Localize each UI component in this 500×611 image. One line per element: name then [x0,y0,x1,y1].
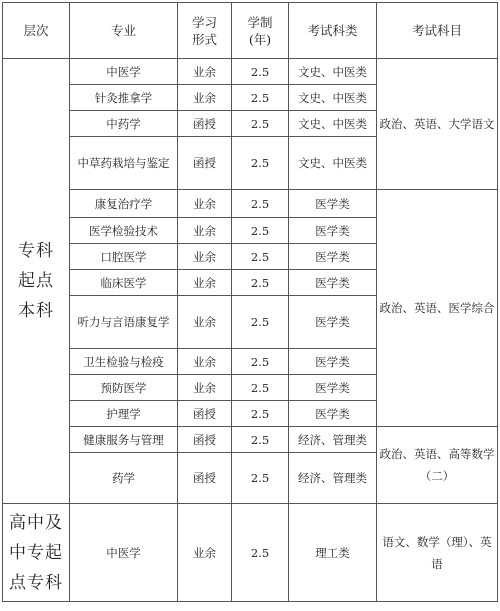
major-cell: 健康服务与管理 [70,427,178,453]
duration-cell: 2.5 [232,137,289,190]
duration-cell: 2.5 [232,59,289,85]
exam-subjects-cell [377,59,498,190]
duration-cell: 2.5 [232,504,289,602]
major-cell: 中医学 [70,59,178,85]
header-duration-line-1: 学制 [247,14,273,30]
duration-cell: 2.5 [232,244,289,270]
major-cell: 针灸推拿学 [70,85,178,111]
duration-cell: 2.5 [232,427,289,453]
study-form-cell: 业余 [178,244,232,270]
header-study-form [178,3,232,59]
exam-category-cell: 医学类 [289,218,377,244]
study-form-cell: 业余 [178,504,232,602]
header-level-text: 层次 [23,23,49,38]
exam-category-cell: 文史、中医类 [289,59,377,85]
study-form-cell: 业余 [178,270,232,296]
major-cell: 中药学 [70,111,178,137]
header-level [3,3,70,59]
header-duration [232,3,289,59]
header-exam-category [289,3,377,59]
table-row [3,190,498,218]
header-exam-subjects-text: 考试科目 [411,23,462,38]
header-row [3,3,498,59]
exam-category-cell: 医学类 [289,244,377,270]
major-cell: 中医学 [70,504,178,602]
exam-category-cell: 经济、管理类 [289,453,377,504]
duration-cell: 2.5 [232,296,289,349]
duration-cell: 2.5 [232,218,289,244]
study-form-cell: 业余 [178,375,232,401]
exam-category-cell: 医学类 [289,296,377,349]
table-row [3,59,498,85]
major-cell: 预防医学 [70,375,178,401]
study-form-cell: 函授 [178,401,232,427]
study-form-cell: 业余 [178,218,232,244]
header-major [70,3,178,59]
study-form-cell: 业余 [178,349,232,375]
exam-category-cell: 医学类 [289,190,377,218]
exam-category-cell: 文史、中医类 [289,137,377,190]
exam-category-cell: 理工类 [289,504,377,602]
header-study-form-line-2: 形式 [191,31,217,47]
header-duration-line-2: (年) [248,31,272,47]
level-line: 高中及 [9,512,63,533]
study-form-cell: 业余 [178,190,232,218]
duration-cell: 2.5 [232,111,289,137]
header-major-text: 专业 [110,23,136,38]
major-cell: 护理学 [70,401,178,427]
exam-subjects-line: （二） [419,469,455,483]
exam-subjects-line: 语文、数学（理）、英 [382,534,492,549]
exam-category-cell: 医学类 [289,349,377,375]
table-row [3,427,498,453]
duration-cell: 2.5 [232,349,289,375]
study-form-cell: 函授 [178,453,232,504]
major-cell: 康复治疗学 [70,190,178,218]
major-cell: 医学检验技术 [70,218,178,244]
exam-category-cell: 医学类 [289,401,377,427]
level-line: 专科 [18,241,54,261]
duration-cell: 2.5 [232,270,289,296]
level-cell [3,59,70,504]
exam-category-cell: 医学类 [289,375,377,401]
duration-cell: 2.5 [232,401,289,427]
header-exam-category-text: 考试科类 [307,23,358,38]
major-cell: 卫生检验与检疫 [70,349,178,375]
study-form-cell: 函授 [178,137,232,190]
study-form-cell: 业余 [178,296,232,349]
exam-subjects-line: 政治、英语、医学综合 [379,301,495,315]
major-cell: 口腔医学 [70,244,178,270]
duration-cell: 2.5 [232,453,289,504]
major-cell: 药学 [70,453,178,504]
major-cell: 中草药栽培与鉴定 [70,137,178,190]
major-cell: 听力与言语康复学 [70,296,178,349]
duration-cell: 2.5 [232,190,289,218]
major-cell: 临床医学 [70,270,178,296]
exam-category-cell: 经济、管理类 [289,427,377,453]
study-form-cell: 业余 [178,85,232,111]
exam-subjects-line: 政治、英语、高等数学 [379,447,495,461]
level-line: 起点 [18,271,54,291]
table-body [3,59,498,602]
exam-category-cell: 医学类 [289,270,377,296]
level-line: 点专科 [9,572,63,593]
table-row [3,504,498,602]
exam-category-cell: 文史、中医类 [289,111,377,137]
exam-subjects-cell [377,504,498,602]
study-form-cell: 函授 [178,111,232,137]
exam-subjects-cell [377,190,498,427]
level-line: 中专起 [9,542,63,563]
header-exam-subjects [377,3,498,59]
exam-subjects-cell [377,427,498,504]
exam-category-cell: 文史、中医类 [289,85,377,111]
duration-cell: 2.5 [232,85,289,111]
header-study-form-line-1: 学习 [191,14,217,30]
level-line: 本科 [18,301,54,321]
exam-subjects-line: 语 [431,556,443,571]
study-form-cell: 业余 [178,59,232,85]
level-cell [3,504,70,602]
admission-table [2,2,498,602]
study-form-cell: 函授 [178,427,232,453]
duration-cell: 2.5 [232,375,289,401]
exam-subjects-line: 政治、英语、大学语文 [379,117,495,131]
